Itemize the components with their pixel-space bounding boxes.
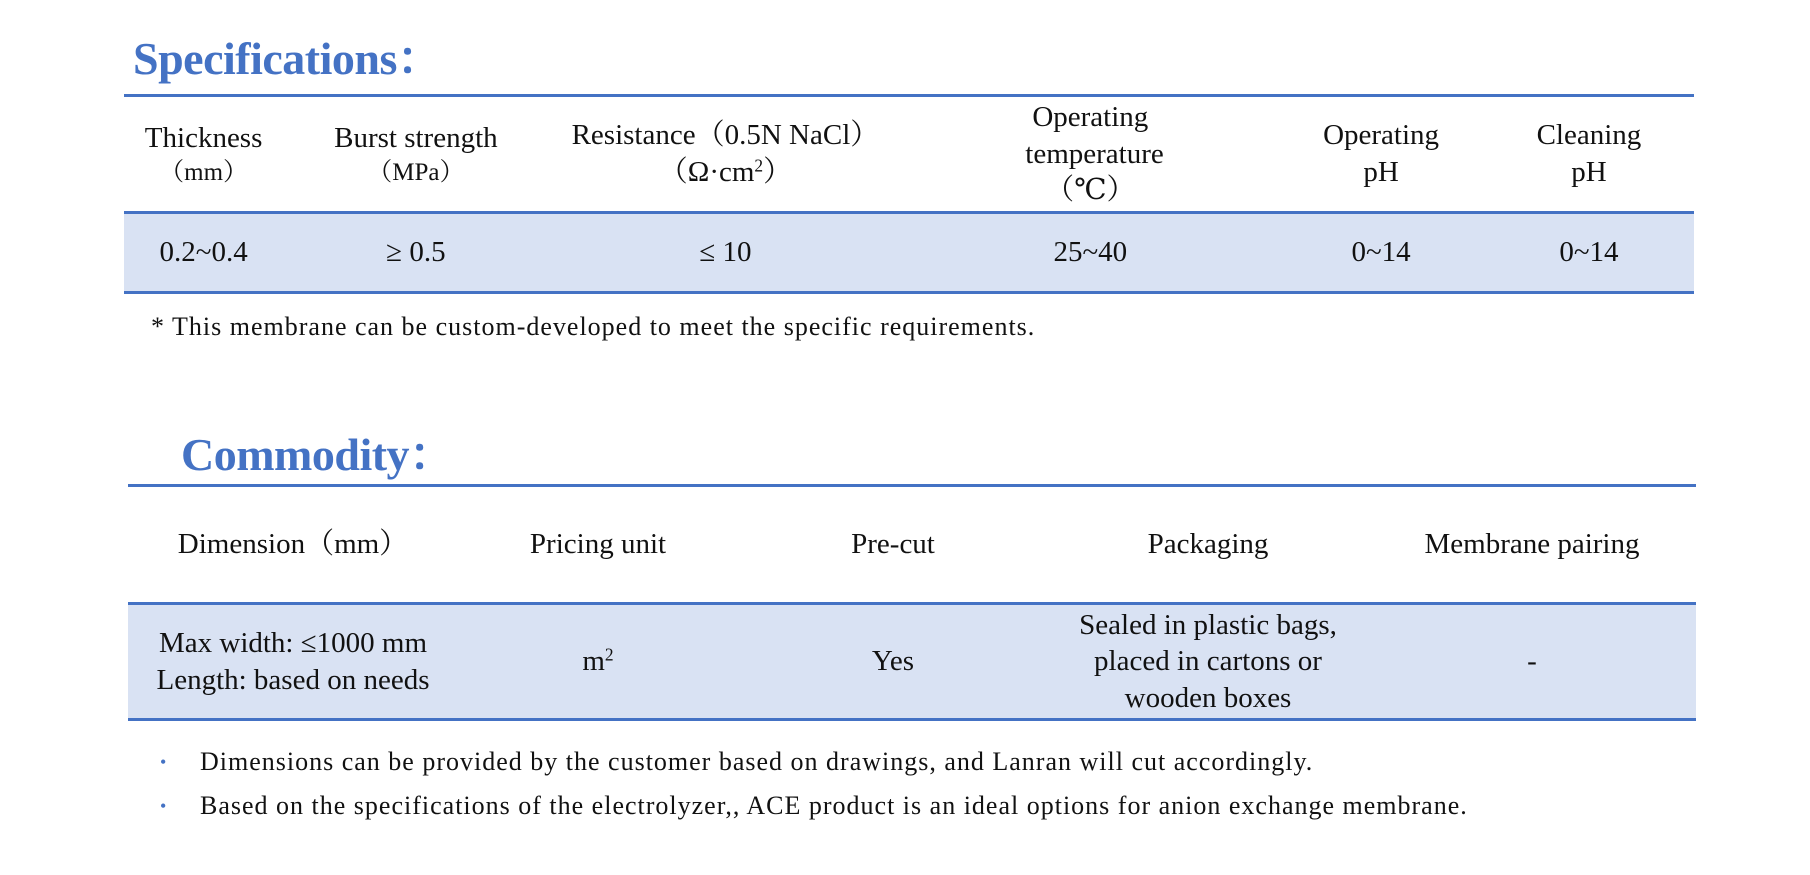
resistance-unit-pre: （Ω·cm — [658, 156, 755, 188]
value-cleaning-ph: 0~14 — [1484, 213, 1694, 293]
value-operating-temperature: 25~40 — [902, 213, 1278, 293]
value-packaging-line-3: wooden boxes — [1124, 681, 1292, 714]
specifications-note: * This membrane can be custom-developed to meet the specific requirements. — [151, 312, 1036, 341]
list-item — [160, 784, 1468, 828]
header-packaging: Packaging — [1147, 528, 1269, 561]
header-operating-ph — [1278, 96, 1484, 213]
pricing-unit-base: m — [582, 645, 605, 678]
pricing-unit-sup: 2 — [604, 644, 614, 665]
resistance-unit-post: ） — [763, 156, 793, 188]
value-packaging-line-2: placed in cartons or — [1094, 645, 1322, 678]
header-thickness-unit: （mm） — [159, 158, 249, 186]
header-burst-strength-label: Burst strength — [334, 121, 498, 154]
value-burst-strength: ≥ 0.5 — [283, 213, 548, 293]
header-resistance-label: Resistance（0.5N NaCl） — [571, 119, 880, 152]
commodity-title: Commodity： — [181, 429, 455, 480]
commodity-header-row — [128, 486, 1696, 604]
value-packaging-line-1: Sealed in plastic bags, — [1079, 608, 1337, 641]
bullet-text: Dimensions can be provided by the customer based on drawings, and Lanran will cut accordingly. — [200, 747, 1314, 776]
commodity-bullet-list — [160, 740, 1468, 828]
bullet-icon: • — [160, 752, 168, 772]
value-dimension-max-width: Max width: ≤1000 mm — [158, 626, 428, 659]
value-pricing-unit — [458, 604, 738, 720]
resistance-unit-sup: 2 — [754, 155, 764, 176]
list-item — [160, 740, 1468, 784]
bullet-icon: • — [160, 796, 168, 816]
header-thickness-label: Thickness — [144, 121, 263, 154]
header-resistance-unit — [549, 154, 903, 191]
header-membrane-pairing: Membrane pairing — [1424, 528, 1640, 561]
specifications-value-row — [124, 213, 1694, 293]
value-resistance: ≤ 10 — [549, 213, 903, 293]
header-operating-temperature — [902, 96, 1278, 213]
header-resistance — [549, 96, 903, 213]
header-burst-strength — [283, 96, 548, 213]
specifications-table — [124, 94, 1694, 294]
commodity-table — [128, 484, 1696, 721]
header-cleaning-ph-label: Cleaning pH — [1536, 119, 1642, 188]
header-operating-temperature-label: Operating temperature — [1025, 101, 1164, 170]
value-packaging — [1048, 604, 1368, 720]
header-operating-ph-label: Operating pH — [1323, 119, 1440, 188]
value-operating-ph: 0~14 — [1278, 213, 1484, 293]
header-dimension: Dimension（mm） — [177, 528, 409, 561]
header-operating-temperature-unit: （℃） — [1045, 174, 1136, 207]
commodity-value-row — [128, 604, 1696, 720]
bullet-text: Based on the specifications of the electrolyzer,, ACE product is an ideal options for anion exchange membrane. — [200, 791, 1468, 820]
value-thickness: 0.2~0.4 — [124, 213, 283, 293]
specifications-title: Specifications： — [133, 33, 443, 84]
value-membrane-pairing: - — [1368, 604, 1696, 720]
value-dimension-length: Length: based on needs — [156, 663, 430, 696]
header-thickness — [124, 96, 283, 213]
specifications-header-row — [124, 96, 1694, 213]
header-cleaning-ph — [1484, 96, 1694, 213]
value-dimension — [128, 604, 458, 720]
header-pre-cut: Pre-cut — [851, 528, 935, 561]
header-pricing-unit: Pricing unit — [529, 528, 667, 561]
header-burst-strength-unit: （MPa） — [367, 158, 465, 186]
value-pre-cut: Yes — [738, 604, 1048, 720]
